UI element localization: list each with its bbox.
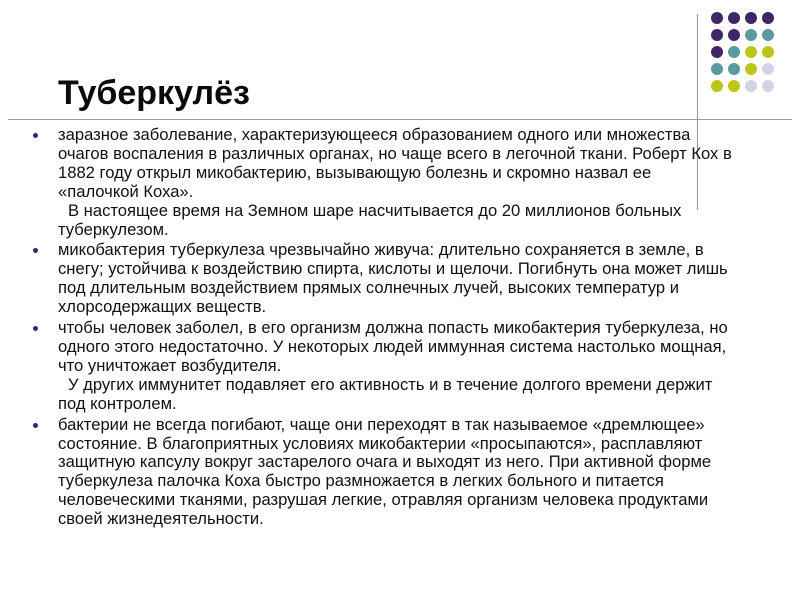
decorative-dot bbox=[762, 46, 774, 58]
decorative-dot bbox=[711, 46, 723, 58]
decorative-dot bbox=[711, 80, 723, 92]
bullet-text: бактерии не всегда погибают, чаще они переходят в так называемое «дремлющее» состояние. В благоприятных условиях микобактерии «просыпаются», расплавляют защитную капсулу вокруг застарелого очага и выходят из него. При активной форме туберкулеза палочка Коха быстро размножается в легких больного и питается человеческими тканями, разрушая легкие, отравляя организм человека продуктами своей жизнедеятельности. bbox=[58, 414, 712, 529]
bullet-text: чтобы человек заболел, в его организм должна попасть микобактерия туберкулеза, но одного этого недостаточно. У некоторых людей иммунная система настолько мощная, что уничтожает возбудителя. bbox=[58, 318, 728, 375]
slide-title: Туберкулёз bbox=[58, 74, 250, 112]
bullet-item-1 bbox=[33, 126, 733, 239]
bullet-text: микобактерия туберкулеза чрезвычайно живуча: длительно сохраняется в земле, в снегу; устойчива к воздействию спирта, кислоты и щелочи. Погибнуть она может лишь под длительным воздействием прямых солнечных лучей, высоких температур и хлорсодержащих веществ. bbox=[58, 240, 728, 317]
bullet-text: заразное заболевание, характеризующееся образованием одного или множества очагов воспаления в различных органах, но чаще всего в легочной ткани. Роберт Кох в 1882 году открыл микобактерию, вызывающую болезнь и скромно назвал ее «палочкой Коха». bbox=[58, 125, 732, 201]
bullet-item-3 bbox=[33, 319, 733, 414]
bullet-dot bbox=[33, 326, 38, 331]
decorative-dot bbox=[711, 12, 723, 24]
decorative-dot bbox=[728, 63, 740, 75]
decorative-dot bbox=[745, 29, 757, 41]
decorative-dot bbox=[745, 12, 757, 24]
decorative-dot bbox=[745, 80, 757, 92]
bullet-item-4 bbox=[33, 416, 733, 529]
decorative-dot bbox=[745, 46, 757, 58]
bullet-subtext: В настоящее время на Земном шаре насчитывается до 20 миллионов больных туберкулезом. bbox=[58, 200, 682, 239]
decorative-dot bbox=[711, 29, 723, 41]
bullet-dot bbox=[33, 423, 38, 428]
decorative-dot bbox=[711, 63, 723, 75]
decorative-dot bbox=[728, 12, 740, 24]
bullet-subtext: У других иммунитет подавляет его активность и в течение долгого времени держит под контролем. bbox=[58, 374, 713, 413]
decorative-dot bbox=[745, 63, 757, 75]
decorative-dot bbox=[762, 12, 774, 24]
horizontal-rule bbox=[8, 119, 792, 120]
bullet-dot bbox=[33, 248, 38, 253]
decorative-dot bbox=[762, 63, 774, 75]
decorative-dot bbox=[728, 29, 740, 41]
bullet-item-2 bbox=[33, 241, 733, 317]
decorative-dot bbox=[762, 29, 774, 41]
bullet-list bbox=[33, 126, 733, 531]
decorative-dot bbox=[762, 80, 774, 92]
bullet-dot bbox=[33, 133, 38, 138]
decorative-dot bbox=[728, 80, 740, 92]
decorative-dot bbox=[728, 46, 740, 58]
